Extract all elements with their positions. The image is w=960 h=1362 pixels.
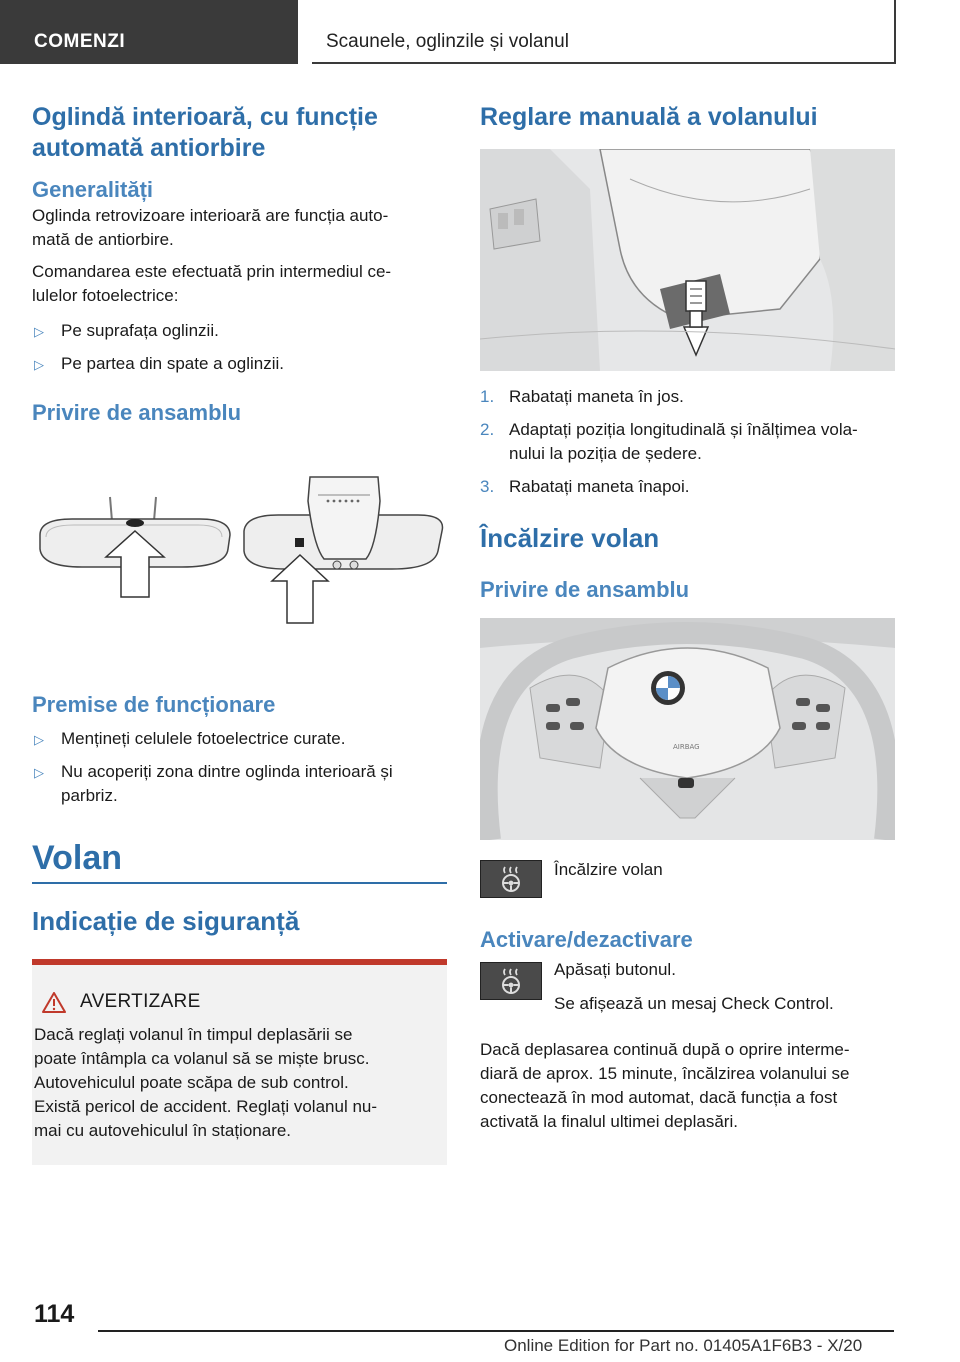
list-item: ▷ Mențineți celulele fotoelectrice curate.	[32, 727, 447, 751]
list-item: 3. Rabatați maneta înapoi.	[480, 477, 690, 496]
list-item: 2. Adaptați poziția longitudinală și înălțimea vola- nului la poziția de ședere.	[480, 420, 858, 463]
heating-legend	[480, 860, 895, 898]
steering-lever-illustration	[480, 149, 895, 371]
header-section-label: COMENZI	[34, 31, 126, 52]
triangle-bullet-icon: ▷	[34, 357, 44, 372]
svg-text:AIRBAG: AIRBAG	[673, 743, 700, 751]
volan-heading: Volan	[32, 839, 123, 877]
warning-box	[32, 959, 447, 1165]
list-item: ▷ Nu acoperiți zona dintre oglinda interioară și parbriz.	[34, 762, 393, 805]
general-heading: Generalități	[32, 177, 154, 202]
triangle-bullet-icon: ▷	[34, 732, 44, 747]
steering-wheel-heat-icon	[498, 865, 524, 893]
header-chapter-label: Scaunele, oglinzile și volanul	[326, 31, 569, 52]
auto-heating-paragraph: Dacă deplasarea continuă după o oprire interme- diară de aprox. 15 minute, încălzirea volanului se conectează în mod automat, dacă funcția a fost activată la finalul ultimei deplasări.	[480, 1040, 850, 1131]
list-item: ▷ Pe suprafața oglinzii.	[32, 319, 447, 343]
warning-text: Dacă reglați volanul în timpul deplasării se poate întâmpla ca volanul să se miște brusc. Autovehiculul poate scăpa de sub control. Există pericol de accident. Reglați volanul nu- mai cu autovehiculul în staționare.	[34, 1025, 378, 1140]
activate-text: Apăsați butonul. Se afișează un mesaj Check Control.	[554, 960, 834, 1013]
steering-heating-button[interactable]	[480, 962, 542, 1000]
warning-title: AVERTIZARE	[42, 991, 447, 1013]
page-number: 114	[34, 1300, 75, 1328]
warning-triangle-icon	[42, 992, 66, 1013]
activate-heading: Activare/dezactivare	[480, 927, 693, 952]
list-item: ▷ Pe partea din spate a oglinzii.	[32, 352, 447, 376]
left-column	[32, 102, 447, 1165]
footer-edition: Online Edition for Part no. 01405A1F6B3 - X/20	[504, 1336, 863, 1355]
right-column	[480, 102, 895, 1134]
general-paragraph-1: Oglinda retrovizoare interioară are funcția auto- mată de antiorbire.	[32, 206, 389, 249]
activate-row	[480, 962, 895, 1016]
mirror-illustration	[32, 471, 447, 681]
manual-adjust-heading: Reglare manuală a volanului	[480, 103, 818, 131]
heating-heading: Încălzire volan	[480, 523, 660, 553]
list-item: 1. Rabatați maneta în jos.	[480, 387, 684, 406]
safety-heading: Indicație de siguranță	[32, 906, 300, 936]
triangle-bullet-icon: ▷	[34, 324, 44, 339]
triangle-bullet-icon: ▷	[34, 765, 44, 780]
steering-heating-button[interactable]	[480, 860, 542, 898]
mirror-overview-heading: Privire de ansamblu	[32, 400, 242, 425]
general-paragraph-2: Comandarea este efectuată prin intermediul ce- lulelor fotoelectrice:	[32, 262, 392, 305]
mirror-title: Oglindă interioară, cu funcție automată antiorbire	[32, 103, 378, 162]
header-chapter-tab	[312, 0, 896, 64]
steering-wheel-heat-icon	[498, 967, 524, 995]
steering-wheel-illustration	[480, 618, 895, 840]
steps-list	[480, 385, 895, 499]
section-divider	[32, 882, 447, 884]
heating-label: Încălzire volan	[554, 860, 663, 879]
header-section-tab	[0, 0, 298, 64]
footer-divider	[98, 1330, 894, 1332]
heating-overview-heading: Privire de ansamblu	[480, 577, 690, 602]
premise-heading: Premise de funcționare	[32, 692, 276, 717]
